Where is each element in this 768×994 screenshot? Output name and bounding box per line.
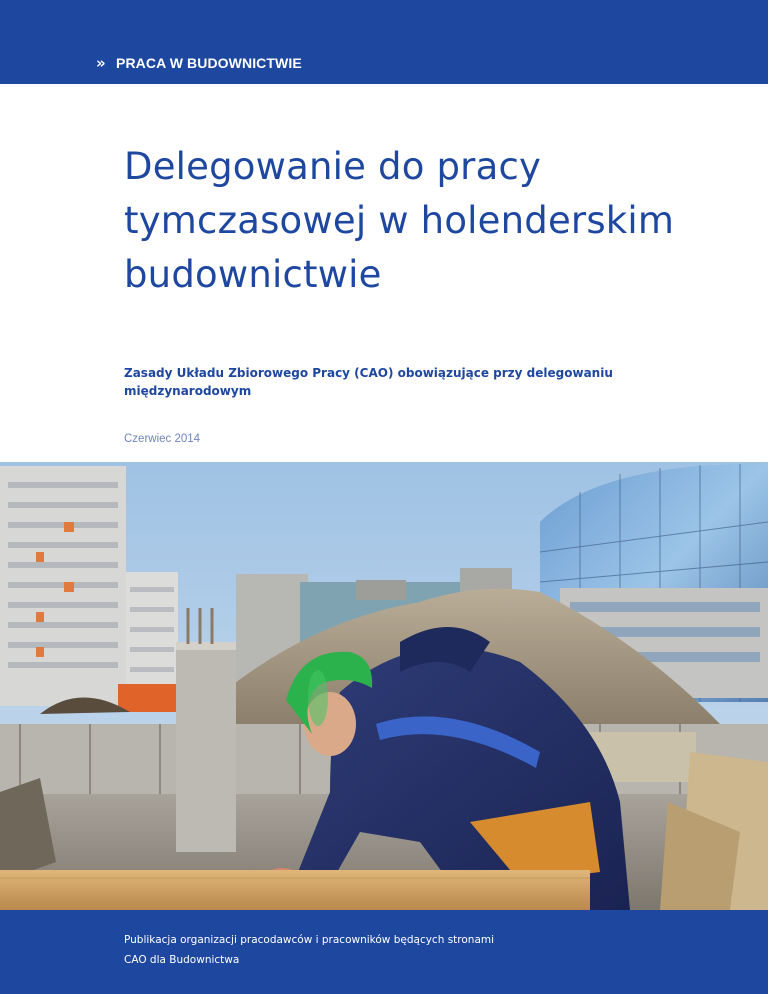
construction-worker-photo	[0, 462, 768, 910]
publisher-note	[124, 930, 684, 970]
document-subtitle: Zasady Układu Zbiorowego Pracy (CAO) obowiązujące przy delegowaniu międzynarodowym	[124, 366, 613, 398]
section-label: PRACA W BUDOWNICTWIE	[116, 55, 302, 71]
publisher-line-1: Publikacja organizacji pracodawców i pracowników będących stronami	[124, 934, 495, 946]
header-bar	[0, 0, 768, 84]
title-line-2: tymczasowej w holenderskim	[124, 199, 675, 242]
title-line-1: Delegowanie do pracy	[124, 145, 542, 188]
publisher-line-2: CAO dla Budownictwa	[124, 954, 240, 966]
chevron-right-icon: »	[96, 54, 106, 72]
document-title	[124, 140, 744, 302]
publication-date: Czerwiec 2014	[124, 433, 201, 445]
footer-bar	[0, 910, 768, 994]
title-line-3: budownictwie	[124, 253, 382, 296]
cover-photo	[0, 462, 768, 910]
